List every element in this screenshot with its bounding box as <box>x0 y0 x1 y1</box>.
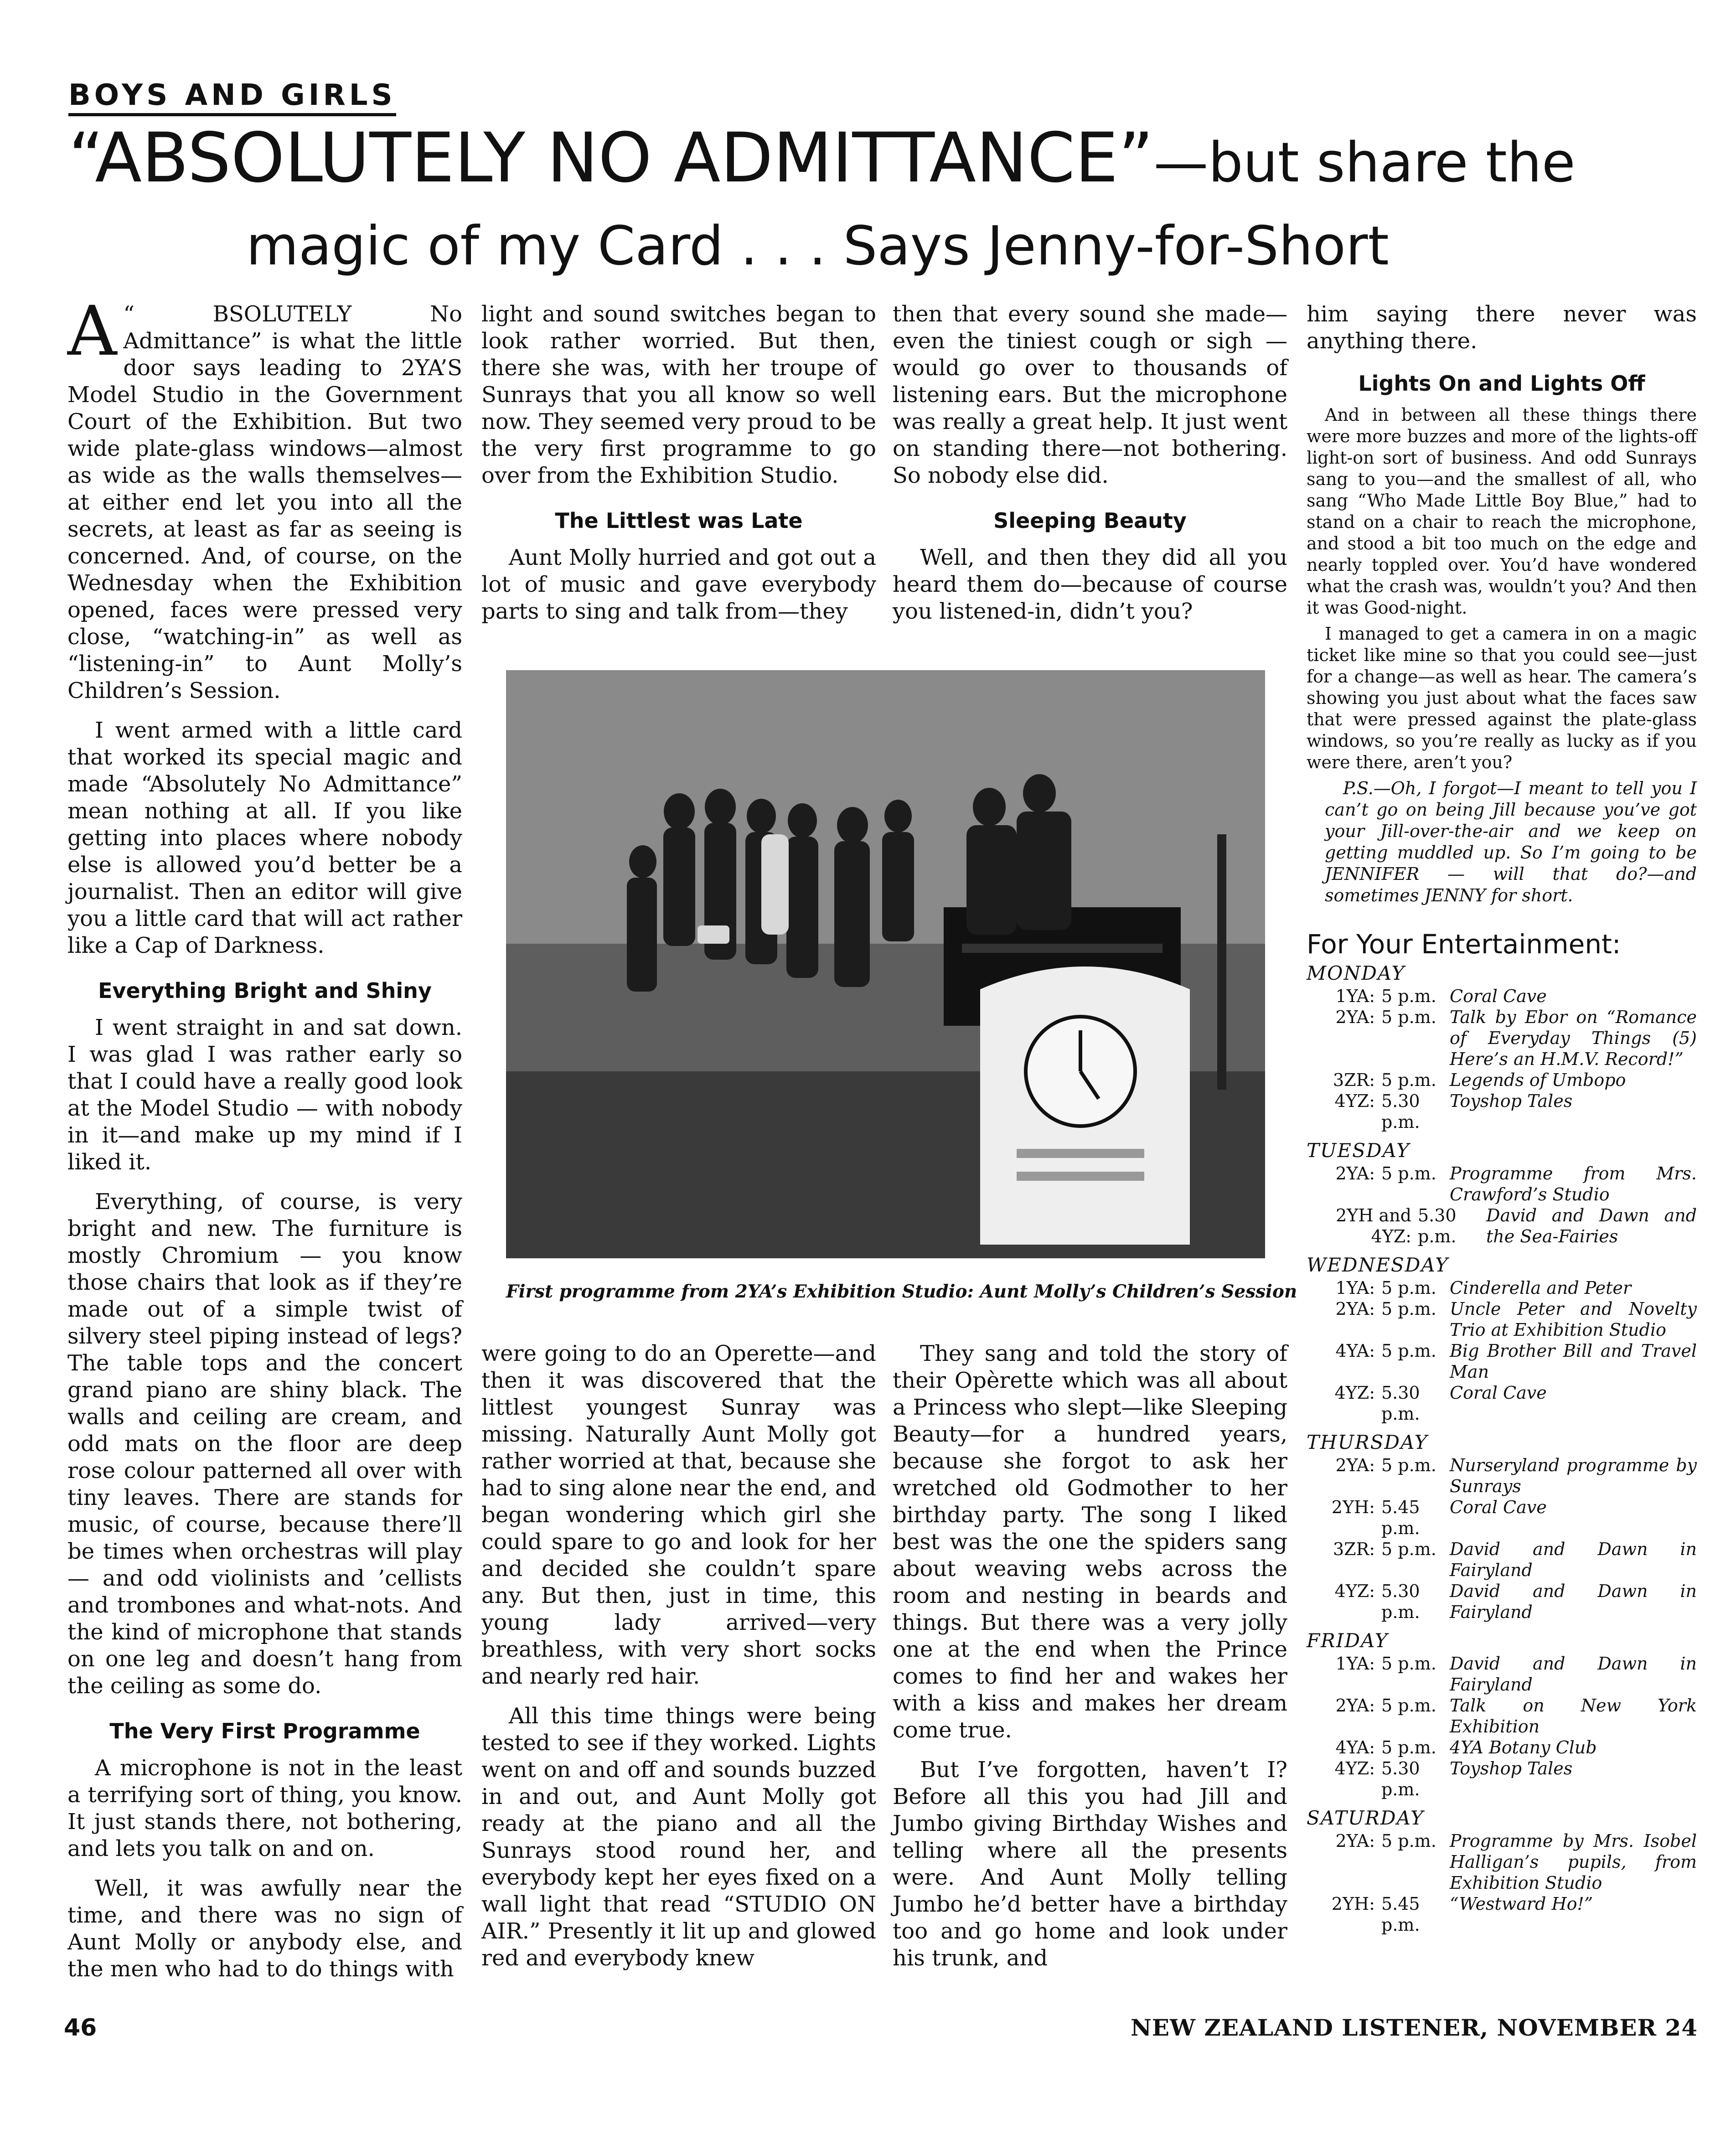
schedule-row <box>1307 1298 1697 1340</box>
schedule-row <box>1307 986 1697 1007</box>
schedule-station: 4YA: <box>1335 1341 1375 1361</box>
studio-photo-illustration <box>506 670 1265 1258</box>
schedule-row <box>1307 1758 1697 1800</box>
schedule-day: TUESDAY <box>1307 1139 1410 1162</box>
subheading: The Very First Programme <box>109 1719 420 1743</box>
schedule-station: 1YA: <box>1335 1654 1375 1674</box>
schedule-time: 5.30 p.m. <box>1381 1758 1420 1799</box>
schedule-program: “Westward Ho!” <box>1450 1894 1593 1914</box>
schedule-station: 2YA: <box>1335 1831 1375 1851</box>
schedule-row <box>1307 1455 1697 1497</box>
column-2-bottom <box>481 1340 876 1985</box>
paragraph: I went straight in and sat down. I was glad I was rather early so that I could have a really good look at the Model Studio — with nobody in it—and make up my mind if I liked it. <box>67 1015 462 1175</box>
column-4 <box>1307 301 1697 1935</box>
schedule-row <box>1307 1581 1697 1623</box>
schedule-row <box>1307 1497 1697 1539</box>
schedule-program: Toyshop Tales <box>1450 1091 1573 1111</box>
schedule-time: 5 p.m. <box>1381 1654 1436 1674</box>
paragraph: light and sound switches began to look rather worried. But then, there she was, with her troupe of Sunrays that you all know so well now. They seemed very proud to be the very first programme to go over from the Exhibition Studio. <box>481 301 876 488</box>
paragraph: I managed to get a camera in on a magic ticket like mine so that you could see—just for a change—as well as hear. The camera’s showing you just about what the faces saw that were pressed against the plate-glass windows, so you’re really as lucky as if you were there, aren’t you? <box>1307 624 1697 772</box>
schedule-program: Cinderella and Peter <box>1450 1278 1632 1298</box>
schedule-row <box>1307 1539 1697 1581</box>
schedule-program: Nurseryland programme by Sunrays <box>1450 1455 1697 1496</box>
schedule-row <box>1307 1830 1697 1893</box>
paragraph: But I’ve forgotten, haven’t I? Before all this you had Jill and Jumbo giving Birthday Wishes and telling where all the presents were. And Aunt Molly telling Jumbo he’d better have a birthday too and go home and look under his trunk, and <box>893 1757 1287 1971</box>
schedule-time: 5 p.m. <box>1381 1070 1436 1090</box>
schedule-day: SATURDAY <box>1307 1807 1424 1829</box>
schedule-row <box>1307 1737 1697 1758</box>
schedule-time: 5 p.m. <box>1381 1299 1436 1319</box>
paragraph: A “ BSOLUTELY No Admittance” is what the little door says leading to 2YA’S Model Studio in the Government Court of the Exhibition. But two wide plate-glass windows—almost as wide as the walls themselves—at either end let you into all the secrets, at least as far as seeing is concerned. And, of course, on the Wednesday when the Exhibition opened, faces were pressed very close, “watching-in” as well as “listening-in” to Aunt Molly’s Children’s Session. <box>67 292 462 703</box>
schedule-day: WEDNESDAY <box>1307 1254 1449 1276</box>
schedule-time: 5.45 p.m. <box>1381 1497 1420 1538</box>
schedule-time: 5 p.m. <box>1381 1539 1436 1559</box>
schedule-time: 5.30 p.m. <box>1381 1581 1420 1622</box>
schedule-row <box>1307 1163 1697 1205</box>
headline-tail: —but share the <box>1153 131 1576 195</box>
schedule-station: 4YZ: <box>1334 1581 1375 1601</box>
schedule-row <box>1307 1007 1697 1070</box>
schedule-station: 4YA: <box>1335 1737 1375 1757</box>
column-3-bottom <box>893 1340 1287 1985</box>
schedule-program: Big Brother Bill and Travel Man <box>1450 1341 1697 1382</box>
schedule-station: 2YA: <box>1335 1299 1375 1319</box>
paragraph: And in between all these things there were more buzzes and more of the lights-off light-on sort of business. And odd Sunrays sang to you—and the smallest of all, who sang “Who Made Little Boy Blue,” had to stand on a chair to reach the microphone, and stood a bit too much on the edge and nearly toppled over. You’d have wondered what the crash was, wouldn’t you? And then it was Good-night. <box>1307 405 1697 618</box>
subheading: The Littlest was Late <box>555 508 803 533</box>
schedule-time: 5.45 p.m. <box>1381 1894 1420 1935</box>
schedule-station: 1YA: <box>1335 986 1375 1006</box>
schedule-station: 2YH: <box>1331 1894 1375 1914</box>
drop-cap: A <box>67 292 117 371</box>
paragraph: Well, it was awfully near the time, and there was no sign of Aunt Molly or anybody else, and the men who had to do things with <box>67 1876 462 1982</box>
schedule-time: 5 p.m. <box>1381 1163 1436 1184</box>
headline <box>68 119 1700 198</box>
schedule-program: Programme from Mrs. Crawford’s Studio <box>1450 1163 1697 1204</box>
clock-stand <box>980 967 1190 1245</box>
schedule-row <box>1307 1340 1697 1382</box>
schedule-row <box>1307 1205 1697 1247</box>
page-number: 46 <box>64 2014 97 2042</box>
paragraph: him saying there never was anything there. <box>1307 301 1697 354</box>
paragraph: A microphone is not in the least a terrifying sort of thing, you know. It just stands there, not bothering, and lets you talk on and on. <box>67 1755 462 1861</box>
paragraph: Aunt Molly hurried and got out a lot of music and gave everybody parts to sing and talk from—they <box>481 545 876 624</box>
schedule-time: 5 p.m. <box>1381 1695 1436 1716</box>
schedule-station: 2YA: <box>1335 1455 1375 1475</box>
photo-caption: First programme from 2YA’s Exhibition Studio: Aunt Molly’s Children’s Session <box>506 1281 1297 1302</box>
schedule-time: 5 p.m. <box>1381 1341 1436 1361</box>
schedule-station: 4YZ: <box>1334 1758 1375 1778</box>
radio-schedule <box>1307 962 1697 1935</box>
schedule-station: 1YA: <box>1335 1278 1375 1298</box>
schedule-program: David and Dawn in Fairyland <box>1450 1581 1697 1622</box>
schedule-program: Coral Cave <box>1450 986 1547 1006</box>
schedule-program: Uncle Peter and Novelty Trio at Exhibition Studio <box>1450 1299 1697 1340</box>
schedule-program: David and Dawn in Fairyland <box>1450 1539 1697 1580</box>
schedule-day: MONDAY <box>1307 962 1405 984</box>
schedule-program: Talk on New York Exhibition <box>1450 1695 1697 1737</box>
paragraph: Everything, of course, is very bright and new. The furniture is mostly Chromium — you know those chairs that look as if they’re made out of a simple twist of silvery steel piping instead of legs? The table tops and the concert grand piano are shiny black. The walls and ceiling are cream, and odd mats on the floor are deep rose colour patterned all over with tiny leaves. There are stands for music, of course, because there’ll be times when orchestras will play — and odd violinists and ’cellists and trombones and what-nots. And the kind of microphone that stands on one leg and doesn’t hang from the ceiling as some do. <box>67 1189 462 1699</box>
schedule-program: Toyshop Tales <box>1450 1758 1573 1778</box>
schedule-station: 2YA: <box>1335 1163 1375 1184</box>
schedule-time: 5.30 p.m. <box>1418 1205 1457 1246</box>
schedule-time: 5 p.m. <box>1381 1455 1436 1475</box>
publication-line: NEW ZEALAND LISTENER, NOVEMBER 24 <box>1131 2014 1698 2041</box>
paragraph: Well, and then they did all you heard them do—because of course you listened-in, didn’t you? <box>893 545 1287 624</box>
paragraph: were going to do an Operette—and then it was discovered that the littlest youngest Sunray was missing. Naturally Aunt Molly got rather worried at that, because she had to sing alone near the end, and began wondering which girl she could spare to go and look for her and decided she couldn’t spare any. But then, just in time, this young lady arrived—very breathless, with very short socks and nearly red hair. <box>481 1341 876 1689</box>
schedule-station: 4YZ: <box>1334 1383 1375 1403</box>
schedule-time: 5 p.m. <box>1381 1278 1436 1298</box>
schedule-time: 5 p.m. <box>1381 1737 1436 1757</box>
subheading: Everything Bright and Shiny <box>98 978 432 1003</box>
column-3-top <box>893 301 1287 638</box>
schedule-station: 3ZR: <box>1333 1539 1375 1559</box>
schedule-station: 2YH and 4YZ: <box>1336 1205 1411 1246</box>
schedule-time: 5 p.m. <box>1381 1007 1436 1027</box>
studio-photo <box>506 670 1265 1258</box>
entertainment-title: For Your Entertainment: <box>1307 929 1621 960</box>
schedule-station: 2YH: <box>1331 1497 1375 1517</box>
schedule-row <box>1307 1091 1697 1132</box>
schedule-time: 5 p.m. <box>1381 986 1436 1006</box>
schedule-station: 2YA: <box>1335 1695 1375 1716</box>
paragraph: All this time things were being tested to see if they worked. Lights went on and off and sounds buzzed in and out, and Aunt Molly got ready at the piano and all the Sunrays stood round her, and everybody kept her eyes fixed on a wall light that read “STUDIO ON AIR.” Presently it lit up and glowed red and everybody knew <box>481 1703 876 1971</box>
schedule-time: 5.30 p.m. <box>1381 1091 1420 1132</box>
postscript: P.S.—Oh, I forgot—I meant to tell you I can’t go on being Jill because you’ve got your Jill-over-the-air and we keep on getting muddled up. So I’m going to be JENNIFER — will that do?—and sometimes JENNY for short. <box>1325 778 1697 905</box>
schedule-program: 4YA Botany Club <box>1450 1737 1597 1757</box>
schedule-station: 3ZR: <box>1333 1070 1375 1090</box>
schedule-program: Programme by Mrs. Isobel Halligan’s pupils, from Exhibition Studio <box>1450 1831 1697 1893</box>
subheading: Sleeping Beauty <box>993 508 1187 533</box>
paragraph: then that every sound she made—even the tiniest cough or sigh — would go over to thousands of listening ears. But the microphone was really a great help. It just went on standing there—not bothering. So nobody else did. <box>893 301 1287 488</box>
schedule-row <box>1307 1695 1697 1737</box>
section-heading: BOYS AND GIRLS <box>68 78 396 116</box>
schedule-day: THURSDAY <box>1307 1431 1428 1453</box>
schedule-row <box>1307 1893 1697 1935</box>
schedule-day: FRIDAY <box>1307 1629 1389 1652</box>
column-2-top <box>481 301 876 638</box>
paragraph: I went armed with a little card that worked its special magic and made “Absolutely No Admittance” mean nothing at all. If you like getting into places where nobody else is allowed you’d better be a journalist. Then an editor will give you a little card that will act rather like a Cap of Darkness. <box>67 718 462 958</box>
subheadline: magic of my Card . . . Says Jenny-for-Short <box>246 214 1389 277</box>
schedule-time: 5 p.m. <box>1381 1831 1436 1851</box>
schedule-row <box>1307 1277 1697 1298</box>
schedule-row <box>1307 1382 1697 1424</box>
schedule-program: David and Dawn and the Sea-Fairies <box>1486 1205 1697 1246</box>
schedule-program: Talk by Ebor on “Romance of Everyday Things (5) Here’s an H.M.V. Record!” <box>1450 1007 1697 1069</box>
schedule-row <box>1307 1653 1697 1695</box>
schedule-row <box>1307 1070 1697 1091</box>
schedule-time: 5.30 p.m. <box>1381 1383 1420 1424</box>
subheading: Lights On and Lights Off <box>1358 371 1645 396</box>
paragraph: They sang and told the story of their Opèrette which was all about a Princess who slept—like Sleeping Beauty—for a hundred years, because she forgot to ask her wretched old Godmother to her birthday party. The song I liked best was the one the spiders sang about weaving webs across the room and nesting in beards and things. But there was a very jolly one at the end when the Prince comes to find her and wakes her with a kiss and makes her dream come true. <box>893 1341 1287 1743</box>
schedule-program: Coral Cave <box>1450 1383 1547 1403</box>
schedule-program: David and Dawn in Fairyland <box>1450 1654 1697 1695</box>
schedule-program: Legends of Umbopo <box>1450 1070 1626 1090</box>
schedule-program: Coral Cave <box>1450 1497 1547 1517</box>
headline-main: “ABSOLUTELY NO ADMITTANCE” <box>68 119 1154 198</box>
column-1 <box>67 292 462 1995</box>
schedule-station: 2YA: <box>1335 1007 1375 1027</box>
schedule-station: 4YZ: <box>1334 1091 1375 1111</box>
